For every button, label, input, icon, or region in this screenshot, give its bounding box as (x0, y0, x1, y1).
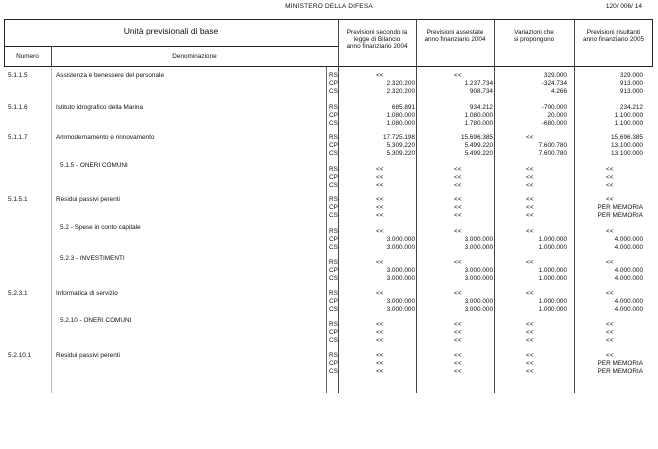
row-label-cp: CP (329, 235, 338, 243)
row-label-cs: CS (329, 87, 338, 95)
row-value-rs-col4: << (606, 196, 614, 203)
row-value-cs-col1: << (376, 336, 384, 344)
denominazione-heading: Denominazione (172, 53, 217, 60)
row-label-cs: CS (329, 367, 338, 375)
row-label-cp: CP (329, 141, 338, 149)
row-value-cs-col4: 4.000.000 (614, 305, 643, 313)
row-value-cp-col2: << (454, 173, 462, 181)
row-value-rs-col2: << (454, 166, 462, 173)
row-denominazione: Ammodernamento e rinnovamento (56, 134, 155, 141)
row-value-rs-col4: 15.696.385 (611, 134, 643, 141)
row-value-cs-col4: 4.000.000 (614, 274, 643, 282)
row-number: 5.1.1.7 (8, 134, 28, 141)
row-value-cp-col4: << (606, 173, 614, 181)
row-value-cp-col3: -324.734 (541, 79, 567, 87)
row-value-cs-col4: PER MEMORIA (597, 211, 643, 219)
col3-heading: Variazioni che si propongono (513, 29, 555, 44)
row-value-cp-col2: 1.237.734 (464, 79, 493, 87)
row-label-cs: CS (329, 305, 338, 313)
row-value-cp-col4: 4.000.000 (614, 297, 643, 305)
row-value-cs-col4: PER MEMORIA (597, 367, 643, 375)
row-value-rs-col3: << (526, 290, 534, 297)
row-value-rs-col3: -700.000 (541, 104, 567, 111)
row-label-rs: RS (329, 134, 338, 141)
row-value-cp-col2: << (454, 359, 462, 367)
row-value-cs-col3: << (526, 211, 534, 219)
row-value-cs-col2: << (454, 367, 462, 375)
row-value-cs-col2: 3.000.000 (464, 305, 493, 313)
row-value-cs-col1: 3.000.000 (386, 274, 415, 282)
row-value-cp-col1: << (376, 359, 384, 367)
row-value-rs-col4: << (606, 166, 614, 173)
row-value-cs-col3: 7.600.780 (538, 149, 567, 157)
row-label-cp: CP (329, 328, 338, 336)
row-value-cp-col4: 13.100.000 (611, 141, 643, 149)
row-value-cs-col4: 1.100.000 (614, 119, 643, 127)
row-label-cs: CS (329, 149, 338, 157)
row-value-rs-col2: << (454, 196, 462, 203)
row-value-rs-col1: << (376, 352, 384, 359)
row-value-cp-col4: 4.000.000 (614, 266, 643, 274)
row-value-rs-col1: << (376, 166, 384, 173)
row-value-cs-col3: << (526, 336, 534, 344)
row-denominazione: Informatica di servizio (56, 290, 118, 297)
row-value-cs-col4: 913.000 (619, 87, 643, 95)
row-value-cs-col3: << (526, 181, 534, 189)
row-denominazione: 5.2.10 - ONERI COMUNI (60, 317, 132, 324)
row-denominazione: Assistenza e benessere del personale (56, 72, 164, 79)
row-value-cp-col1: 3.000.000 (386, 235, 415, 243)
row-value-cs-col2: << (454, 211, 462, 219)
header-divider (4, 46, 338, 47)
row-value-rs-col1: << (376, 290, 384, 297)
row-value-rs-col4: << (606, 259, 614, 266)
row-value-cp-col1: 2.320.200 (386, 79, 415, 87)
row-value-cs-col1: << (376, 367, 384, 375)
row-number: 5.2.10.1 (8, 352, 32, 359)
row-label-cp: CP (329, 111, 338, 119)
col3-divider (494, 19, 495, 393)
row-denominazione: 5.2.3 - INVESTIMENTI (60, 255, 125, 262)
row-value-cp-col4: 1.100.000 (614, 111, 643, 119)
row-value-rs-col4: << (606, 290, 614, 297)
row-label-rs: RS (329, 259, 338, 266)
row-value-cs-col3: 1.000.000 (538, 305, 567, 313)
row-value-rs-col2: << (454, 290, 462, 297)
row-value-cp-col3: 1.000.000 (538, 297, 567, 305)
row-value-cs-col1: << (376, 211, 384, 219)
row-value-cs-col2: 5.499.220 (464, 149, 493, 157)
row-value-cp-col3: << (526, 359, 534, 367)
row-value-cs-col2: 908.734 (469, 87, 493, 95)
row-value-rs-col1: 17.725.198 (383, 134, 415, 141)
row-label-cp: CP (329, 173, 338, 181)
row-label-rs: RS (329, 228, 338, 235)
row-value-cp-col2: 3.000.000 (464, 297, 493, 305)
row-number: 5.1.5.1 (8, 196, 28, 203)
row-value-rs-col3: << (526, 321, 534, 328)
row-denominazione: Istituto idrografico della Marina (56, 104, 144, 111)
row-value-cp-col1: << (376, 328, 384, 336)
row-value-cs-col3: << (526, 367, 534, 375)
row-denominazione: 5.2 - Spese in conto capitale (60, 224, 141, 231)
row-number: 5.1.1.5 (8, 72, 28, 79)
row-label-rs: RS (329, 72, 338, 79)
row-value-cp-col2: << (454, 328, 462, 336)
row-value-cp-col4: PER MEMORIA (597, 359, 643, 367)
row-value-cp-col4: << (606, 328, 614, 336)
row-value-cp-col1: 3.000.000 (386, 297, 415, 305)
col4-divider (574, 19, 575, 393)
row-value-rs-col3: << (526, 259, 534, 266)
row-value-cp-col2: 1.080.000 (464, 111, 493, 119)
row-value-rs-col4: 329.000 (619, 72, 643, 79)
row-value-cp-col3: 1.000.000 (538, 235, 567, 243)
row-label-cp: CP (329, 203, 338, 211)
row-label-cs: CS (329, 211, 338, 219)
row-value-cp-col1: 3.000.000 (386, 266, 415, 274)
row-label-rs: RS (329, 196, 338, 203)
ministry-title: MINISTERO DELLA DIFESA (285, 3, 373, 10)
row-label-rs: RS (329, 321, 338, 328)
row-value-rs-col4: << (606, 321, 614, 328)
row-value-rs-col1: << (376, 228, 384, 235)
col1-heading: Previsioni secondo la legge di Bilancio anno finanziario 2004 (346, 29, 408, 51)
col2-divider (416, 19, 417, 393)
label-divider (326, 67, 327, 393)
row-value-cp-col1: << (376, 173, 384, 181)
row-label-rs: RS (329, 166, 338, 173)
row-value-cs-col1: << (376, 181, 384, 189)
row-value-cs-col4: 13.100.000 (611, 149, 643, 157)
row-value-cp-col3: 7.600.780 (538, 141, 567, 149)
row-value-rs-col3: << (526, 166, 534, 173)
row-value-rs-col2: << (454, 321, 462, 328)
row-value-cs-col3: -680.000 (541, 119, 567, 127)
row-label-cp: CP (329, 266, 338, 274)
row-value-rs-col3: << (526, 228, 534, 235)
row-value-rs-col4: << (606, 228, 614, 235)
row-value-rs-col4: 234.212 (619, 104, 643, 111)
row-value-cp-col4: PER MEMORIA (597, 203, 643, 211)
row-value-rs-col1: << (376, 259, 384, 266)
row-value-rs-col2: 934.212 (469, 104, 493, 111)
row-value-cs-col1: 5.309.220 (386, 149, 415, 157)
row-value-cs-col2: << (454, 336, 462, 344)
row-value-cs-col4: 4.000.000 (614, 243, 643, 251)
col2-heading: Previsioni assestate anno finanziario 2004 (424, 29, 486, 44)
row-label-cs: CS (329, 274, 338, 282)
row-value-cs-col1: 2.320.200 (386, 87, 415, 95)
row-value-cp-col1: 5.309.220 (386, 141, 415, 149)
row-label-cs: CS (329, 181, 338, 189)
col4-heading: Previsioni risultanti anno finanziario 2005 (582, 29, 645, 44)
row-value-cp-col2: 3.000.000 (464, 266, 493, 274)
row-value-cs-col2: 3.000.000 (464, 243, 493, 251)
row-value-cp-col1: << (376, 203, 384, 211)
row-value-cp-col2: 5.499.220 (464, 141, 493, 149)
row-value-cs-col2: 1.780.000 (464, 119, 493, 127)
row-value-cs-col3: 1.000.000 (538, 243, 567, 251)
row-value-cp-col3: << (526, 173, 534, 181)
row-value-cp-col3: << (526, 328, 534, 336)
row-value-cp-col1: 1.080.000 (386, 111, 415, 119)
row-number: 5.1.1.6 (8, 104, 28, 111)
row-number: 5.2.3.1 (8, 290, 28, 297)
row-value-rs-col3: 329.000 (543, 72, 567, 79)
row-value-cp-col3: << (526, 203, 534, 211)
row-value-rs-col1: << (376, 321, 384, 328)
row-value-cs-col4: << (606, 181, 614, 189)
row-value-rs-col2: 15.696.385 (461, 134, 493, 141)
row-label-cp: CP (329, 297, 338, 305)
row-label-cp: CP (329, 79, 338, 87)
row-value-rs-col3: << (526, 134, 534, 141)
row-label-rs: RS (329, 290, 338, 297)
row-value-cp-col4: 913.000 (619, 79, 643, 87)
row-value-cs-col3: 4.266 (551, 87, 567, 95)
numero-heading: Numero (16, 53, 39, 60)
row-value-rs-col2: << (454, 72, 462, 79)
row-value-rs-col2: << (454, 228, 462, 235)
col1-divider (338, 19, 339, 393)
row-label-cs: CS (329, 243, 338, 251)
row-denominazione: Residui passivi perenti (56, 352, 120, 359)
row-label-rs: RS (329, 104, 338, 111)
row-value-cs-col1: 1.080.000 (386, 119, 415, 127)
row-value-cp-col2: 3.000.000 (464, 235, 493, 243)
row-value-cp-col3: 1.000.000 (538, 266, 567, 274)
row-value-cs-col1: 3.000.000 (386, 305, 415, 313)
row-value-cp-col3: 20.000 (547, 111, 567, 119)
numero-divider-body (51, 67, 52, 393)
row-value-rs-col1: << (376, 72, 384, 79)
row-label-cs: CS (329, 336, 338, 344)
row-value-cp-col4: 4.000.000 (614, 235, 643, 243)
row-value-cs-col1: 3.000.000 (386, 243, 415, 251)
row-value-rs-col1: 685.891 (391, 104, 415, 111)
row-label-cs: CS (329, 119, 338, 127)
row-value-cs-col4: << (606, 336, 614, 344)
row-denominazione: Residui passivi perenti (56, 196, 120, 203)
row-value-rs-col4: << (606, 352, 614, 359)
row-value-cs-col2: 3.000.000 (464, 274, 493, 282)
row-label-cp: CP (329, 359, 338, 367)
row-value-cp-col2: << (454, 203, 462, 211)
row-value-rs-col3: << (526, 352, 534, 359)
row-value-rs-col1: << (376, 196, 384, 203)
row-value-cs-col3: 1.000.000 (538, 274, 567, 282)
row-value-rs-col2: << (454, 352, 462, 359)
row-label-rs: RS (329, 352, 338, 359)
row-value-rs-col3: << (526, 196, 534, 203)
row-denominazione: 5.1.5 - ONERI COMUNI (60, 162, 128, 169)
row-value-rs-col2: << (454, 259, 462, 266)
page-code: 120/ 006/ 14 (605, 3, 642, 10)
upb-heading: Unità previsionali di base (123, 26, 219, 36)
row-value-cs-col2: << (454, 181, 462, 189)
